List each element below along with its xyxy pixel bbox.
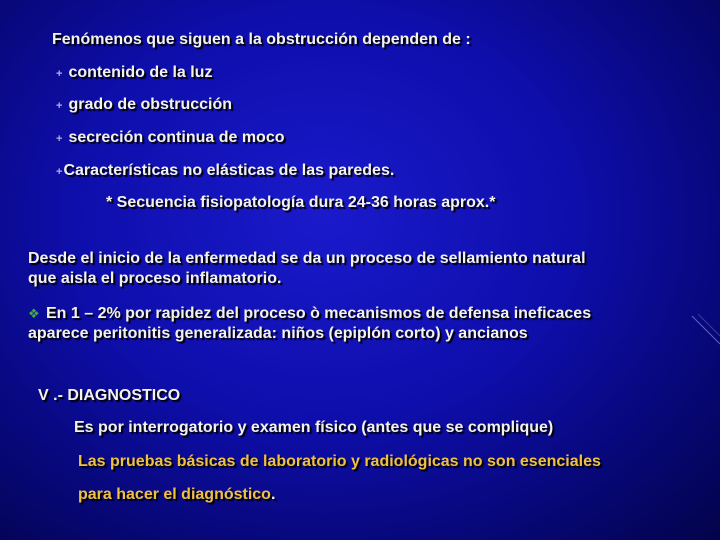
slide-heading: Fenómenos que siguen a la obstrucción dependen de : bbox=[52, 31, 471, 48]
bullet-icon: + bbox=[56, 133, 63, 145]
bullet-icon: + bbox=[56, 68, 63, 80]
highlight-line2 bbox=[78, 485, 275, 505]
section-title: V .- DIAGNOSTICO bbox=[38, 387, 181, 404]
highlight-line1: Las pruebas básicas de laboratorio y radiológicas no son esenciales bbox=[78, 453, 601, 470]
sequence-note: * Secuencia fisiopatología dura 24-36 horas aprox.* bbox=[106, 194, 496, 211]
paragraph-peritonitis-line2: aparece peritonitis generalizada: niños (epiplón corto) y ancianos bbox=[28, 325, 528, 342]
factor-item bbox=[56, 128, 285, 149]
highlight-line2-text: para hacer el diagnóstico bbox=[78, 486, 271, 503]
decorative-lines bbox=[690, 300, 720, 360]
factor-text: secreción continua de moco bbox=[68, 129, 285, 146]
highlight-line2-period: . bbox=[270, 486, 276, 503]
factor-item bbox=[56, 63, 212, 84]
paragraph-sealing-line2: que aisla el proceso inflamatorio. bbox=[28, 270, 282, 287]
factor-text: contenido de la luz bbox=[68, 64, 213, 81]
factor-text: grado de obstrucción bbox=[68, 96, 233, 113]
paragraph-sealing-line1: Desde el inicio de la enfermedad se da un proceso de sellamiento natural bbox=[28, 250, 586, 267]
bullet-icon: + bbox=[56, 166, 63, 178]
factor-item bbox=[56, 95, 232, 116]
factor-text: Características no elásticas de las paredes. bbox=[63, 162, 395, 179]
diamond-bullet-icon: ❖ bbox=[28, 306, 40, 321]
paragraph-peritonitis-text: En 1 – 2% por rapidez del proceso ò mecanismos de defensa ineficaces bbox=[46, 305, 592, 322]
bullet-icon: + bbox=[56, 100, 63, 112]
diagnosis-line: Es por interrogatorio y examen físico (antes que se complique) bbox=[74, 419, 554, 436]
paragraph-peritonitis-line1 bbox=[28, 304, 591, 324]
factor-item bbox=[56, 161, 394, 182]
